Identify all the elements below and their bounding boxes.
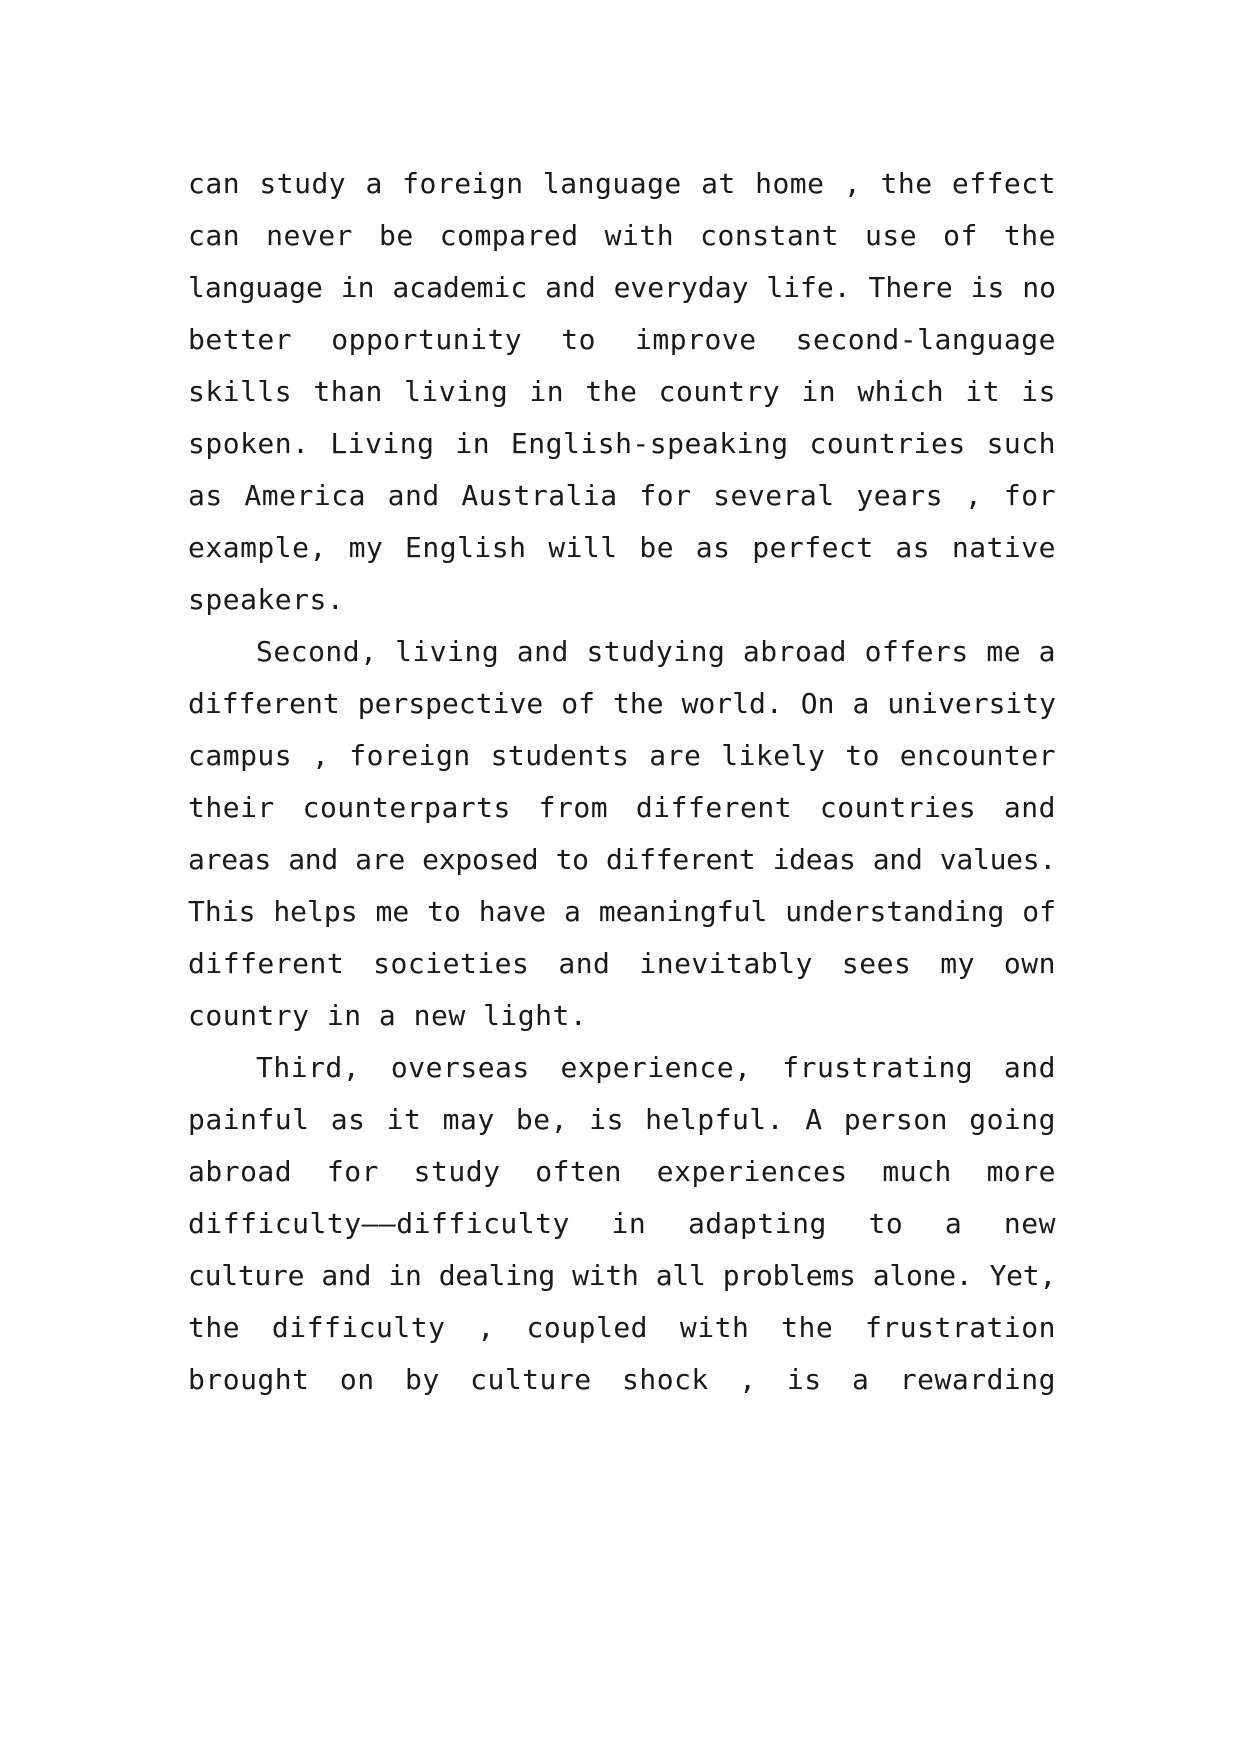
text-line: speakers. <box>188 583 345 616</box>
text-line: painful as it may be, is helpful. A person going <box>188 1103 1056 1136</box>
text-line: different societies and inevitably sees my own <box>188 947 1056 980</box>
text-line: areas and are exposed to different ideas and values. <box>188 843 1056 876</box>
text-line: example, my English will be as perfect as native <box>188 531 1056 564</box>
text-line: skills than living in the country in which it is <box>188 375 1056 408</box>
text-line: spoken. Living in English-speaking countries such <box>188 427 1056 460</box>
text-line: This helps me to have a meaningful understanding of <box>188 895 1056 928</box>
text-line: language in academic and everyday life. There is no <box>188 271 1056 304</box>
text-line: campus , foreign students are likely to encounter <box>188 739 1056 772</box>
text-line: the difficulty , coupled with the frustration <box>188 1311 1056 1344</box>
text-line: country in a new light. <box>188 999 588 1032</box>
text-line: can never be compared with constant use of the <box>188 219 1056 252</box>
text-line: culture and in dealing with all problems alone. Yet, <box>188 1259 1056 1292</box>
text-line: different perspective of the world. On a university <box>188 687 1056 720</box>
text-line: difficulty——difficulty in adapting to a new <box>188 1207 1056 1240</box>
paragraph-first-line: Second, living and studying abroad offers me a <box>256 635 1056 668</box>
paragraph-first-line: Third, overseas experience, frustrating and <box>256 1051 1056 1084</box>
text-line: their counterparts from different countries and <box>188 791 1056 824</box>
text-line: brought on by culture shock , is a rewarding <box>188 1363 1056 1396</box>
text-line: better opportunity to improve second-language <box>188 323 1056 356</box>
text-line: as America and Australia for several years , for <box>188 479 1056 512</box>
text-line: can study a foreign language at home , the effect <box>188 167 1056 200</box>
text-line: abroad for study often experiences much more <box>188 1155 1056 1188</box>
